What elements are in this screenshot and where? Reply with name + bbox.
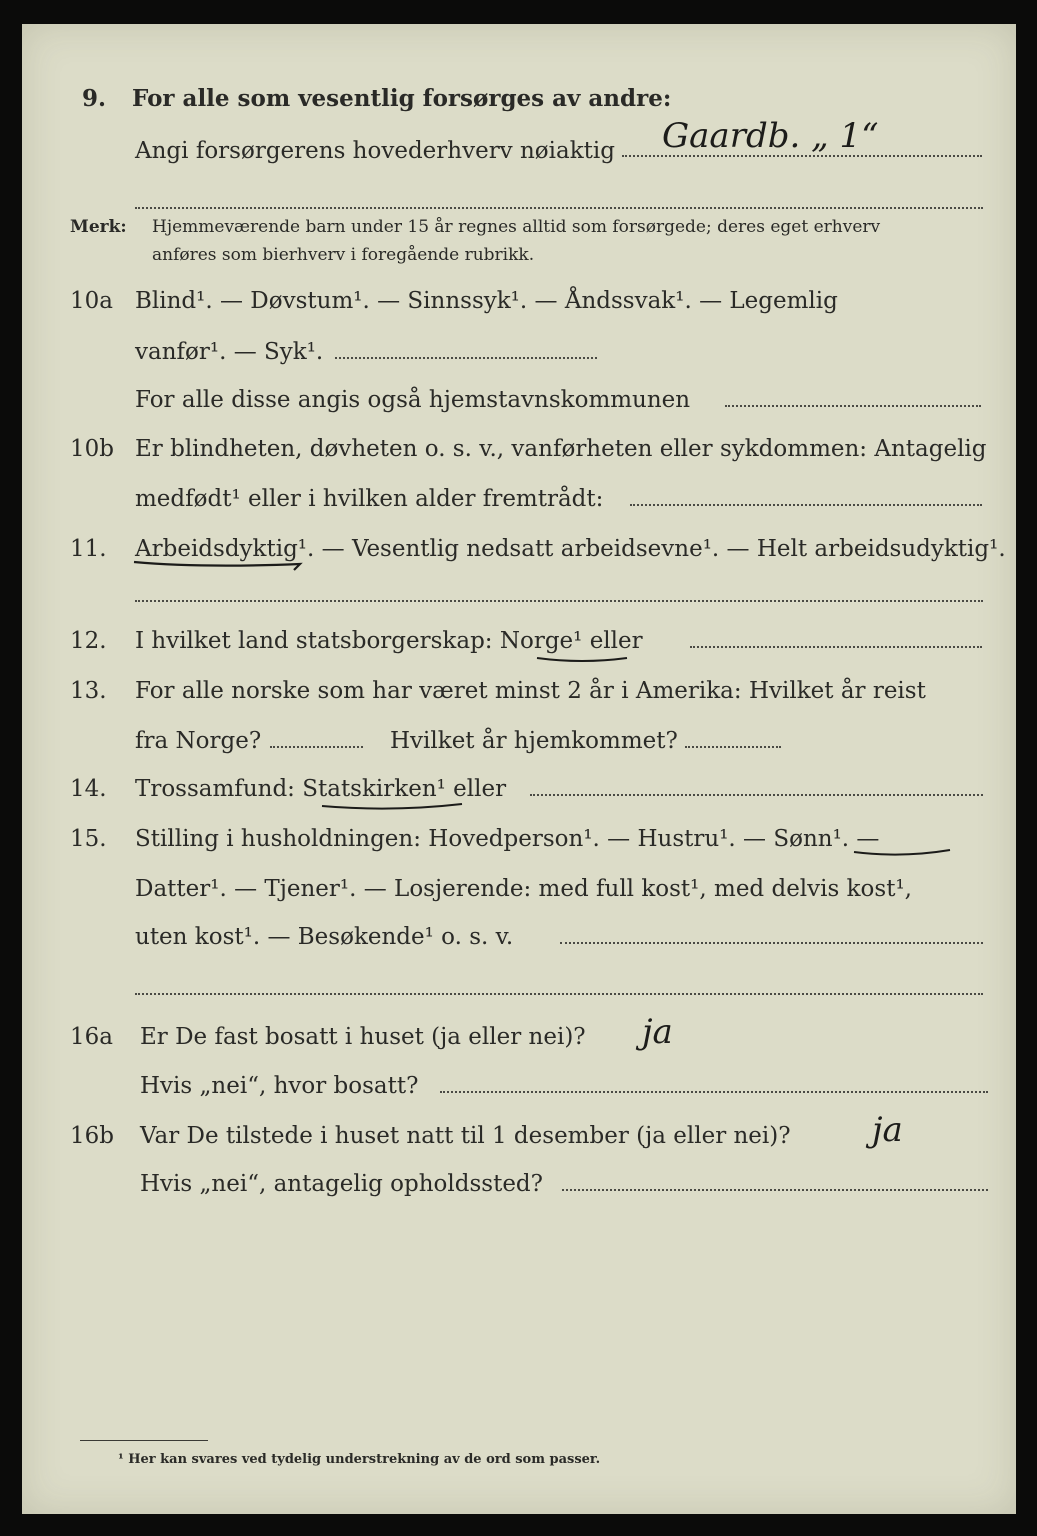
q16a-line-1: Er De fast bosatt i huset (ja eller nei)? xyxy=(140,1024,586,1050)
q10b-line-2: medfødt¹ eller i hvilken alder fremtrådt: xyxy=(135,486,604,512)
underline-statskirken xyxy=(322,804,462,809)
footnote: ¹ Her kan svares ved tydelig understrekning av de ord som passer. xyxy=(118,1452,601,1467)
q16a-line-2: Hvis „nei“, hvor bosatt? xyxy=(140,1073,419,1099)
q15-line-3: uten kost¹. — Besøkende¹ o. s. v. xyxy=(135,924,514,950)
q10a-line-2: vanfør¹. — Syk¹. xyxy=(135,339,324,365)
q13-line-2b: Hvilket år hjemkommet? xyxy=(390,728,678,754)
underline-arbeidsdyktig xyxy=(134,562,300,570)
q12-number: 12. xyxy=(70,628,107,654)
q10a-line-3: For alle disse angis også hjemstavnskommunen xyxy=(135,387,691,413)
q15-line-2: Datter¹. — Tjener¹. — Losjerende: med full kost¹, med delvis kost¹, xyxy=(135,876,912,902)
q16b-number: 16b xyxy=(70,1123,114,1149)
q12-line-1: I hvilket land statsborgerskap: Norge¹ eller xyxy=(135,628,643,654)
q10a-line-1: Blind¹. — Døvstum¹. — Sinnssyk¹. — Åndssvak¹. — Legemlig xyxy=(135,288,838,314)
merk-text-1: Hjemmeværende barn under 15 år regnes alltid som forsørgede; deres eget erhverv xyxy=(152,217,881,237)
q10b-line-1: Er blindheten, døvheten o. s. v., vanførheten eller sykdommen: Antagelig xyxy=(135,436,987,462)
q11-line-1: Arbeidsdyktig¹. — Vesentlig nedsatt arbeidsevne¹. — Helt arbeidsudyktig¹. xyxy=(135,536,1006,562)
q14-number: 14. xyxy=(70,776,107,802)
merk-label: Merk: xyxy=(70,217,127,237)
q13-number: 13. xyxy=(70,678,107,704)
q16a-number: 16a xyxy=(70,1024,113,1050)
merk-text-2: anføres som bierhverv i foregående rubrikk. xyxy=(152,245,535,265)
q11-number: 11. xyxy=(70,536,107,562)
handwritten-underlines xyxy=(22,24,1016,1514)
q16b-line-2: Hvis „nei“, antagelig opholdssted? xyxy=(140,1171,543,1197)
underline-norge xyxy=(537,658,627,661)
q9-number: 9. xyxy=(82,85,107,112)
q15-number: 15. xyxy=(70,826,107,852)
q9-handwritten-answer: Gaardb. „ 1“ xyxy=(662,116,879,156)
q13-line-1: For alle norske som har været minst 2 år i Amerika: Hvilket år reist xyxy=(135,678,926,704)
q10a-number: 10a xyxy=(70,288,113,314)
q16b-line-1: Var De tilstede i huset natt til 1 desember (ja eller nei)? xyxy=(140,1123,791,1149)
census-form-page xyxy=(22,24,1016,1514)
q16a-handwritten-answer: ja xyxy=(642,1012,673,1052)
q15-line-1: Stilling i husholdningen: Hovedperson¹. — Hustru¹. — Sønn¹. — xyxy=(135,826,880,852)
q9-heading: For alle som vesentlig forsørges av andre: xyxy=(132,85,672,112)
q14-line-1: Trossamfund: Statskirken¹ eller xyxy=(135,776,507,802)
q9-question: Angi forsørgerens hovederhverv nøiaktig xyxy=(135,138,615,164)
q16b-handwritten-answer: ja xyxy=(872,1110,903,1150)
underline-sonn xyxy=(854,850,950,855)
q13-line-2a: fra Norge? xyxy=(135,728,262,754)
q10b-number: 10b xyxy=(70,436,114,462)
